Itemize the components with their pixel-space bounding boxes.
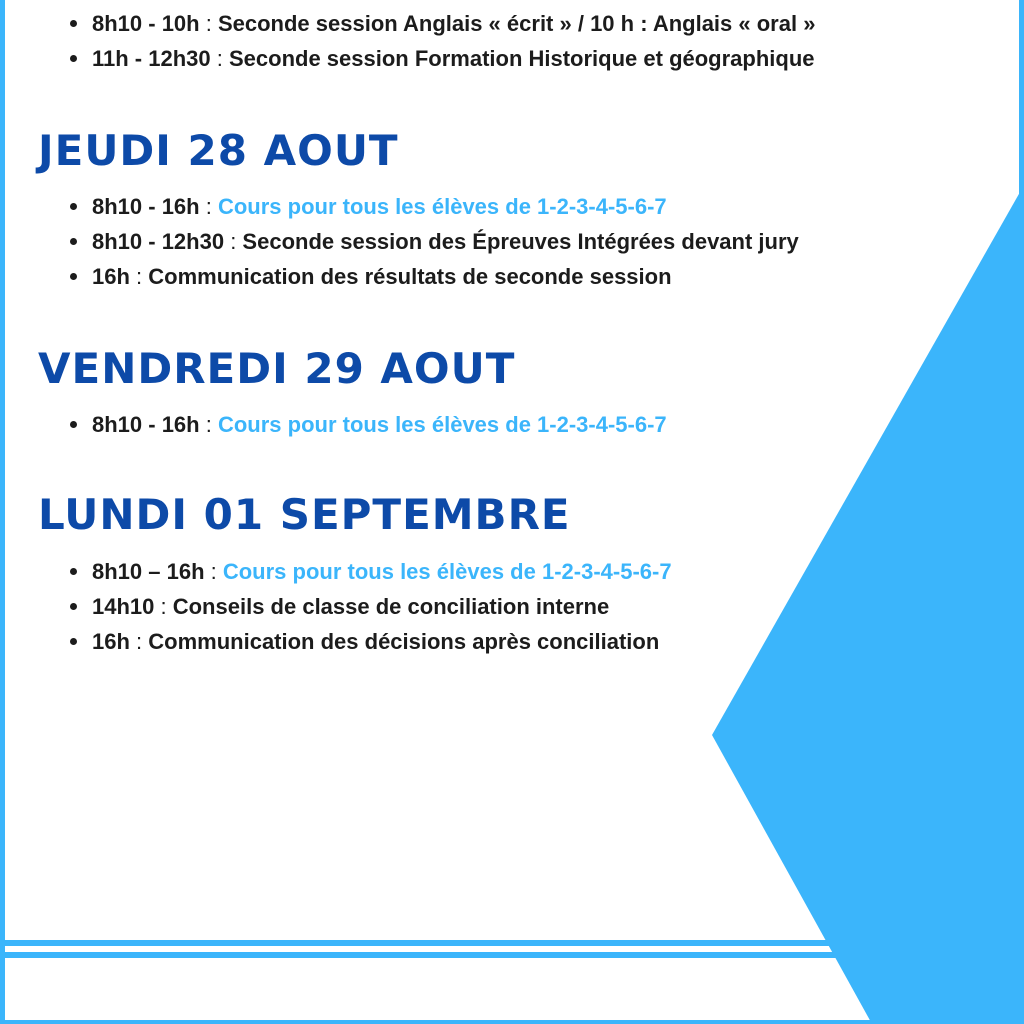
list-item <box>70 407 667 442</box>
list-item <box>70 41 815 76</box>
item-time: 8h10 - 16h <box>92 194 200 219</box>
item-desc: Seconde session Formation Historique et géographique <box>228 46 815 71</box>
item-desc: Cours pour tous les élèves de 1-2-3-4-5-6-7 <box>222 559 672 584</box>
item-time: 8h10 - 12h30 <box>92 229 225 254</box>
bullet-icon <box>70 638 77 645</box>
list-item <box>70 224 799 259</box>
day-title-lundi: LUNDI 01 SEPTEMBRE <box>38 490 571 539</box>
bottom-stripe-2 <box>0 952 840 958</box>
bullet-icon <box>70 273 77 280</box>
item-time: 8h10 – 16h <box>92 559 205 584</box>
item-separator: : <box>154 594 173 619</box>
top-list <box>70 6 815 76</box>
bullet-icon <box>70 238 77 245</box>
item-time: 8h10 - 10h <box>92 11 200 36</box>
list-item <box>70 6 815 41</box>
item-separator: : <box>129 264 149 289</box>
bullet-icon <box>70 55 77 62</box>
item-time: 11h - 12h30 <box>92 46 211 71</box>
item-desc: Communication des résultats de seconde session <box>148 264 672 289</box>
item-desc: Communication des décisions après conciliation <box>148 629 660 654</box>
item-time: 16h <box>92 264 130 289</box>
list-item <box>70 259 799 294</box>
bullet-icon <box>70 568 77 575</box>
item-separator: : <box>199 11 218 36</box>
day-title-vendredi: VENDREDI 29 AOUT <box>38 344 516 393</box>
item-separator: : <box>210 46 229 71</box>
item-desc: Cours pour tous les élèves de 1-2-3-4-5-6-7 <box>217 194 667 219</box>
day-list-lundi <box>70 554 672 659</box>
item-separator: : <box>199 412 218 437</box>
item-desc: Seconde session des Épreuves Intégrées devant jury <box>242 229 799 254</box>
list-item <box>70 189 799 224</box>
bullet-icon <box>70 421 77 428</box>
bottom-stripe-1 <box>0 940 830 946</box>
list-item <box>70 554 672 589</box>
item-time: 14h10 <box>92 594 155 619</box>
list-item <box>70 589 672 624</box>
item-time: 16h <box>92 629 130 654</box>
bullet-icon <box>70 203 77 210</box>
item-desc: Cours pour tous les élèves de 1-2-3-4-5-6-7 <box>217 412 667 437</box>
item-separator: : <box>199 194 218 219</box>
item-desc: Seconde session Anglais « écrit » / 10 h : Anglais « oral » <box>217 11 816 36</box>
list-item <box>70 624 672 659</box>
bullet-icon <box>70 603 77 610</box>
bullet-icon <box>70 20 77 27</box>
day-list-vendredi <box>70 407 667 442</box>
item-separator: : <box>129 629 149 654</box>
item-separator: : <box>224 229 243 254</box>
item-separator: : <box>204 559 223 584</box>
item-time: 8h10 - 16h <box>92 412 200 437</box>
day-title-jeudi: JEUDI 28 AOUT <box>38 126 399 175</box>
day-list-jeudi <box>70 189 799 294</box>
item-desc: Conseils de classe de conciliation interne <box>172 594 610 619</box>
